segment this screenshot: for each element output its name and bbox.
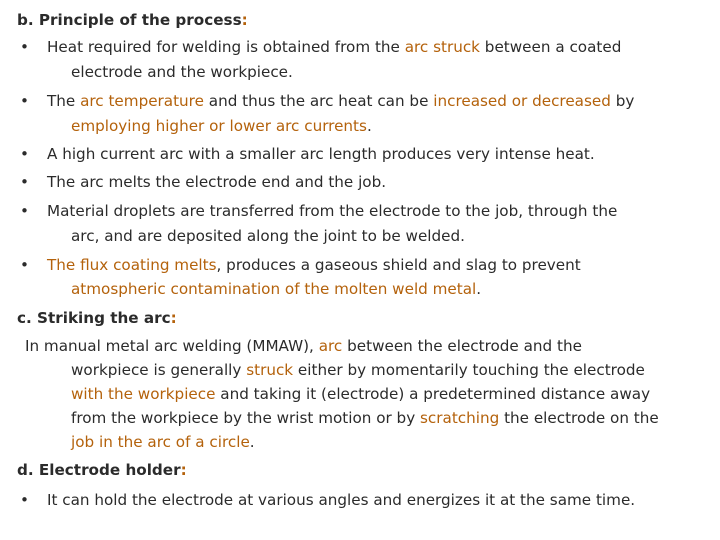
bullet-icon: • xyxy=(20,145,29,163)
section-c-heading-text: c. Striking the arc xyxy=(17,309,171,327)
text-span: workpiece is generally xyxy=(71,361,247,379)
section-d-heading xyxy=(17,460,187,480)
highlight-span: atmospheric contamination of the molten weld metal xyxy=(71,280,477,298)
text-span: by xyxy=(610,92,635,110)
section-c-line1 xyxy=(25,336,582,356)
text-span: . xyxy=(476,280,482,298)
section-c-line3 xyxy=(71,384,650,404)
section-b-heading-text: b. Principle of the process xyxy=(17,11,242,29)
text-span: between the electrode and the xyxy=(342,337,582,355)
section-b-heading-colon: : xyxy=(241,11,248,29)
section-d-heading-text: d. Electrode holder xyxy=(17,461,181,479)
section-c-heading-colon: : xyxy=(170,309,177,327)
section-c-heading xyxy=(17,308,177,328)
bullet-b1-line1 xyxy=(47,37,621,57)
highlight-span: scratching xyxy=(420,409,500,427)
text-span: between a coated xyxy=(479,38,622,56)
highlight-span: arc xyxy=(318,337,343,355)
bullet-d1: It can hold the electrode at various angles and energizes it at the same time. xyxy=(47,491,636,509)
bullet-icon: • xyxy=(20,92,29,110)
text-span: either by momentarily touching the electrode xyxy=(293,361,645,379)
highlight-span: arc struck xyxy=(404,38,480,56)
bullet-b1-line2: electrode and the workpiece. xyxy=(71,63,293,81)
highlight-span: struck xyxy=(246,361,294,379)
text-span: The xyxy=(47,92,81,110)
text-span: and thus the arc heat can be xyxy=(203,92,434,110)
section-d-heading-colon: : xyxy=(180,461,187,479)
highlight-span: with the workpiece xyxy=(71,385,216,403)
highlight-span: arc temperature xyxy=(80,92,204,110)
bullet-icon: • xyxy=(20,491,29,509)
bullet-icon: • xyxy=(20,38,29,56)
section-c-line2 xyxy=(71,360,645,380)
highlight-span: job in the arc of a circle xyxy=(71,433,250,451)
section-c-line4 xyxy=(71,408,659,428)
bullet-b6-line1 xyxy=(47,255,581,275)
highlight-span: The flux coating melts xyxy=(47,256,217,274)
text-span: from the workpiece by the wrist motion or by xyxy=(71,409,421,427)
text-span: , produces a gaseous shield and slag to prevent xyxy=(216,256,581,274)
highlight-span: increased or decreased xyxy=(433,92,611,110)
text-span: the electrode on the xyxy=(499,409,659,427)
bullet-b5-line1: Material droplets are transferred from the electrode to the job, through the xyxy=(47,202,618,220)
text-span: and taking it (electrode) a predetermined distance away xyxy=(215,385,651,403)
bullet-icon: • xyxy=(20,256,29,274)
text-span: . xyxy=(366,117,372,135)
bullet-b3: A high current arc with a smaller arc length produces very intense heat. xyxy=(47,145,595,163)
text-span: . xyxy=(249,433,255,451)
bullet-b4: The arc melts the electrode end and the job. xyxy=(47,173,387,191)
bullet-icon: • xyxy=(20,202,29,220)
bullet-b2-line1 xyxy=(47,91,634,111)
highlight-span: employing higher or lower arc currents xyxy=(71,117,367,135)
text-span: Heat required for welding is obtained from the xyxy=(47,38,405,56)
bullet-icon: • xyxy=(20,173,29,191)
bullet-b2-line2 xyxy=(71,116,372,136)
text-span: In manual metal arc welding (MMAW), xyxy=(25,337,319,355)
bullet-b5-line2: arc, and are deposited along the joint to be welded. xyxy=(71,227,465,245)
section-c-line5 xyxy=(71,432,255,452)
bullet-b6-line2 xyxy=(71,279,481,299)
section-b-heading xyxy=(17,10,248,30)
